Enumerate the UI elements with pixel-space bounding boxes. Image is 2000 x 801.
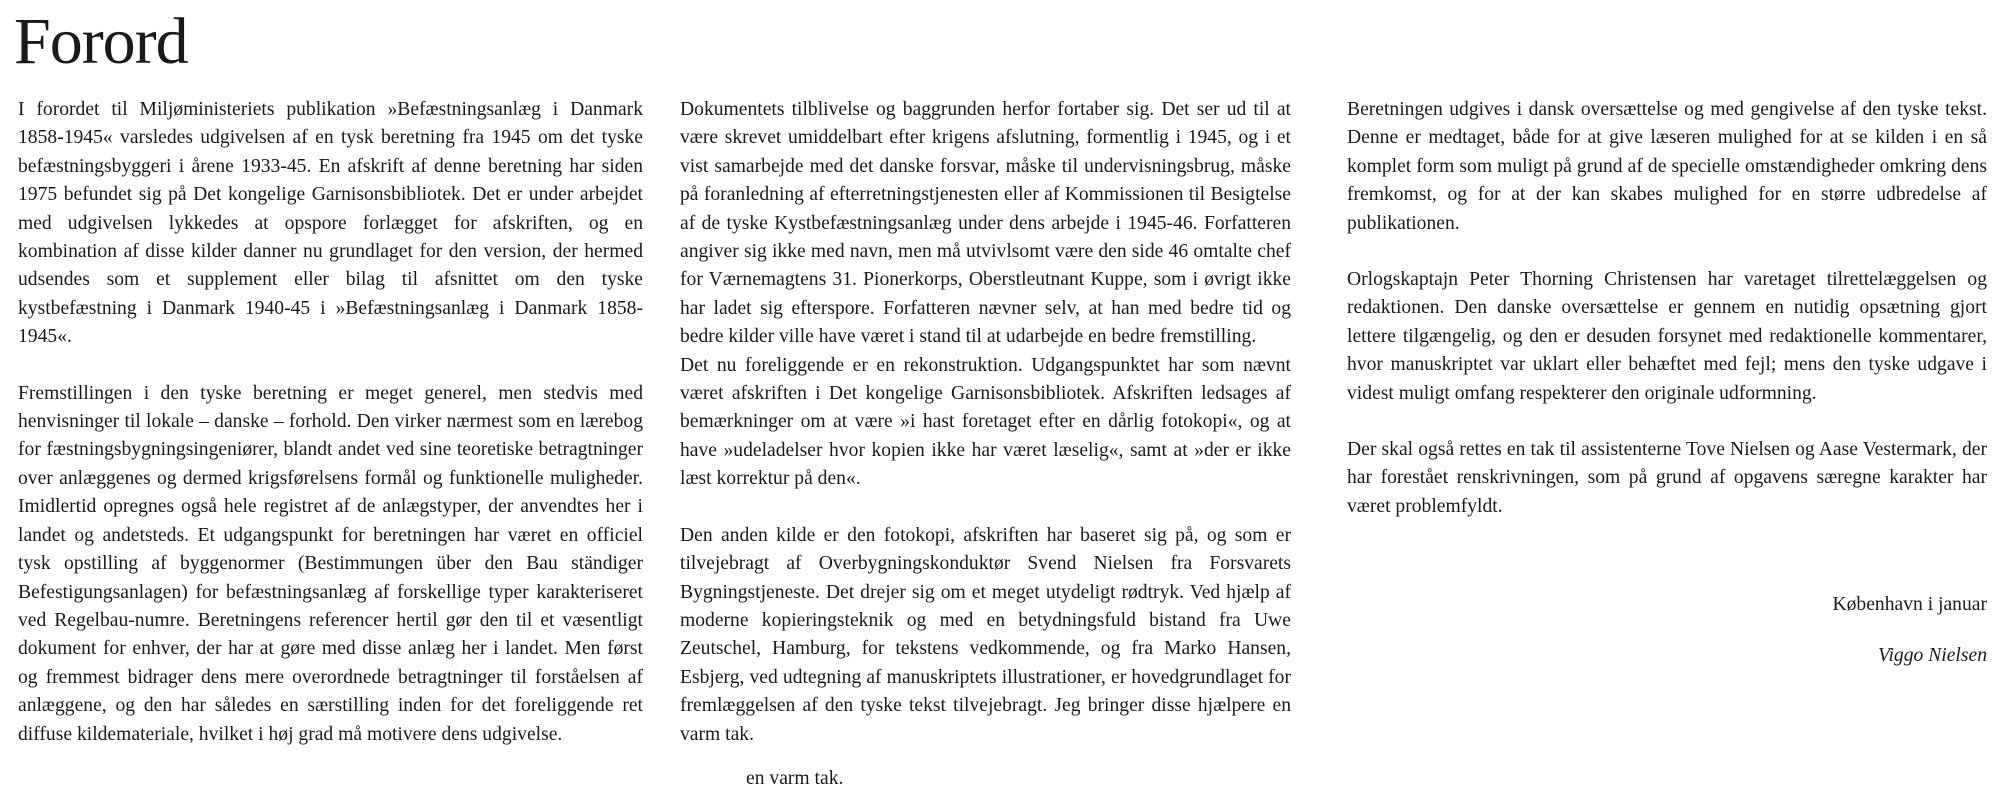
- text-column-1: [18, 96, 643, 749]
- paragraph-reconstruction: Det nu foreliggende er en rekonstruktion. Udgangspunktet har som nævnt været afskriften i Det kongelige Garnisonsbibliotek. Afskriften ledsages af bemærkninger om at være »i hast foretaget efter en dårlig fotokopi«, og at have »udeladelser hvor kopien ikke har været læselig«, samt at »der er ikke læst korrektur på den«.: [680, 354, 1291, 490]
- duplicate-line: en varm tak.: [746, 768, 844, 789]
- paragraph-second-source: Den anden kilde er den fotokopi, afskriften har baseret sig på, og som er tilvejebragt af Overbygningskonduktør Svend Nielsen fra Forsvarets Bygningstjeneste. Det drejer sig om et meget utydeligt rødtryk. Ved hjælp af moderne kopieringsteknik og med en betydningsfuld bistand fra Uwe Zeutschel, Hamburg, for tekstens vedkommende, og fra Marko Hansen, Esbjerg, ved udtegning af manuskriptets illustrationer, er hovedgrundlaget for fremlæggelsen af den tyske tekst tilvejebragt. Jeg bringer disse hjælpere en varm tak.: [680, 524, 1291, 745]
- text-column-3: [1347, 96, 1987, 670]
- page-title: Forord: [14, 5, 188, 78]
- paragraph-translation: Beretningen udgives i dansk oversættelse og med gengivelse af den tyske tekst. Denne er medtaget, både for at give læseren mulighed for at se kilden i en så komplet form som muligt på grund af de specielle omstændigheder omkring dens fremkomst, og for at der kan skabes mulighed for en større udbredelse af publikationen.: [1347, 99, 1987, 234]
- paragraph-intro: I forordet til Miljøministeriets publikation »Befæstningsanlæg i Danmark 1858-1945« varsledes udgivelsen af en tysk beretning fra 1945 om det tyske befæstningsbyggeri i årene 1933-45. En afskrift af denne beretning har siden 1975 befundet sig på Det kongelige Garnisonsbibliotek. Det er under arbejdet med udgivelsen lykkedes at opspore forlægget for afskriften, og en kombination af disse kilder danner nu grundlaget for den version, der hermed udsendes som et supplement eller bilag til afsnittet om den tyske kystbefæstning i Danmark 1940-45 i »Befæstningsanlæg i Danmark 1858-1945«.: [18, 99, 643, 348]
- paragraph-thanks: Der skal også rettes en tak til assistenterne Tove Nielsen og Aase Vestermark, der har forestået renskrivningen, som på grund af opgavens særegne karakter har været problemfyldt.: [1347, 439, 1987, 517]
- text-column-2: [680, 96, 1291, 749]
- signature: Viggo Nielsen: [1877, 644, 1987, 666]
- paragraph-presentation: Fremstillingen i den tyske beretning er meget generel, men stedvis med henvisninger til lokale – danske – forhold. Den virker nærmest som en lærebog for fæstningsbygningsingeniører, blandt andet ved sine teoretiske betragtninger over anlæggenes og dermed krigsførelsens formål og funktionelle muligheder. Imidlertid opregnes også hele registret af de anlægstyper, der anvendtes her i landet og andetsteds. Et udgangspunkt for beretningen har været en officiel tysk opstilling af byggenormer (Bestimmungen über den Bau ständiger Befestigungsanlagen) for befæstningsanlæg af forskellige typer karakteriseret ved Regelbau-numre. Beretningens referencer hertil gør den til et væsentligt dokument for enhver, der har at gøre med disse anlæg her i landet. Men først og fremmest bidrager dens mere overordnede betragtninger til forståelsen af anlæggene, og den har således en særstilling inden for det foreliggende ret diffuse kildemateriale, hvilket i høj grad må motivere dens udgivelse.: [18, 382, 643, 745]
- paragraph-origin: Dokumentets tilblivelse og baggrunden herfor fortaber sig. Det ser ud til at være skrevet umiddelbart efter krigens afslutning, formentlig i 1945, og i et vist samarbejde med det danske forsvar, måske til undervisningsbrug, måske på foranledning af efterretningstjenesten eller af Kommissionen til Besigtelse af de tyske Kystbefæstningsanlæg under dens arbejde i 1945-46. Forfatteren angiver sig ikke med navn, men må utvivlsomt være den side 46 omtalte chef for Værnemagtens 31. Pionerkorps, Oberstleutnant Kuppe, som i øvrigt ikke har ladet sig efterspore. Forfatteren nævner selv, at han med bedre tid og bedre kilder ville have været i stand til at udarbejde en bedre fremstilling.: [680, 99, 1291, 348]
- paragraph-editing: Orlogskaptajn Peter Thorning Christensen har varetaget tilrettelæggelsen og redaktionen. Den danske oversættelse er gennem en nutidig opsætning gjort lettere tilgængelig, og den er desuden forsynet med redaktionelle kommentarer, hvor manuskriptet var uklart eller behæftet med fejl; mens den tyske udgave i videst muligt omfang respekterer den originale udformning.: [1347, 269, 1987, 404]
- place-date: København i januar: [1832, 594, 1987, 616]
